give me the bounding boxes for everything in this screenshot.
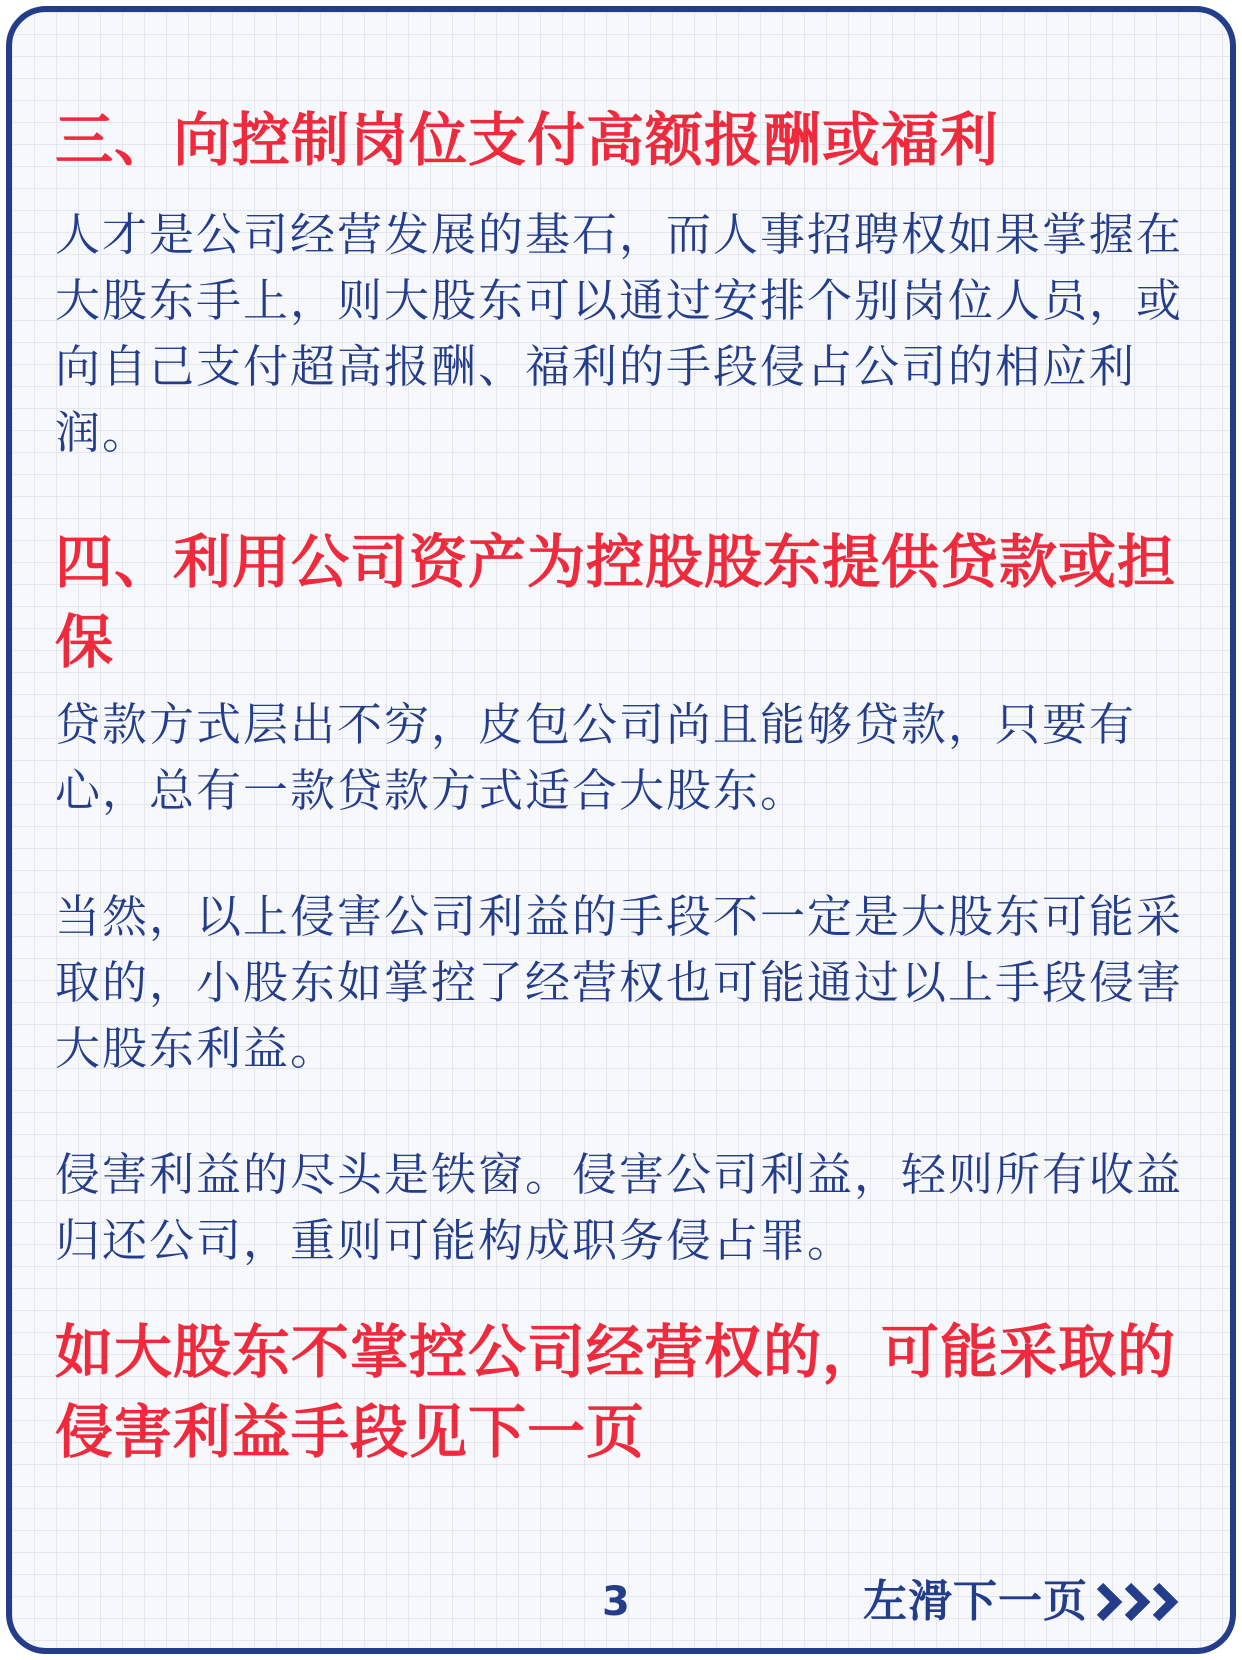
swipe-next-hint[interactable]: [863, 1572, 1186, 1632]
section-heading-4: 四、利用公司资产为控股股东提供贷款或担保: [55, 528, 1177, 676]
section-body-4: 贷款方式层出不穷，皮包公司尚且能够贷款，只要有心，总有一款贷款方式适合大股东。: [55, 698, 1137, 817]
note-paragraph-2: 侵害利益的尽头是铁窗。侵害公司利益，轻则所有收益归还公司，重则可能构成职务侵占罪。: [55, 1148, 1184, 1267]
page-number: 3: [602, 1579, 630, 1625]
content-card: [6, 6, 1236, 1654]
swipe-next-label: 左滑下一页: [863, 1576, 1088, 1627]
triple-chevron-right-icon: [1094, 1580, 1186, 1624]
section-heading-3: 三、向控制岗位支付高额报酬或福利: [55, 106, 1000, 174]
closing-heading: 如大股东不掌控公司经营权的，可能采取的侵害利益手段见下一页: [55, 1318, 1177, 1466]
note-paragraph-1: 当然，以上侵害公司利益的手段不一定是大股东可能采取的，小股东如掌控了经营权也可能通过以上手段侵害大股东利益。: [55, 890, 1184, 1075]
section-body-3: 人才是公司经营发展的基石，而人事招聘权如果掌握在大股东手上，则大股东可以通过安排个别岗位人员，或向自己支付超高报酬、福利的手段侵占公司的相应利润。: [55, 208, 1184, 459]
article-content: [55, 100, 1205, 1472]
